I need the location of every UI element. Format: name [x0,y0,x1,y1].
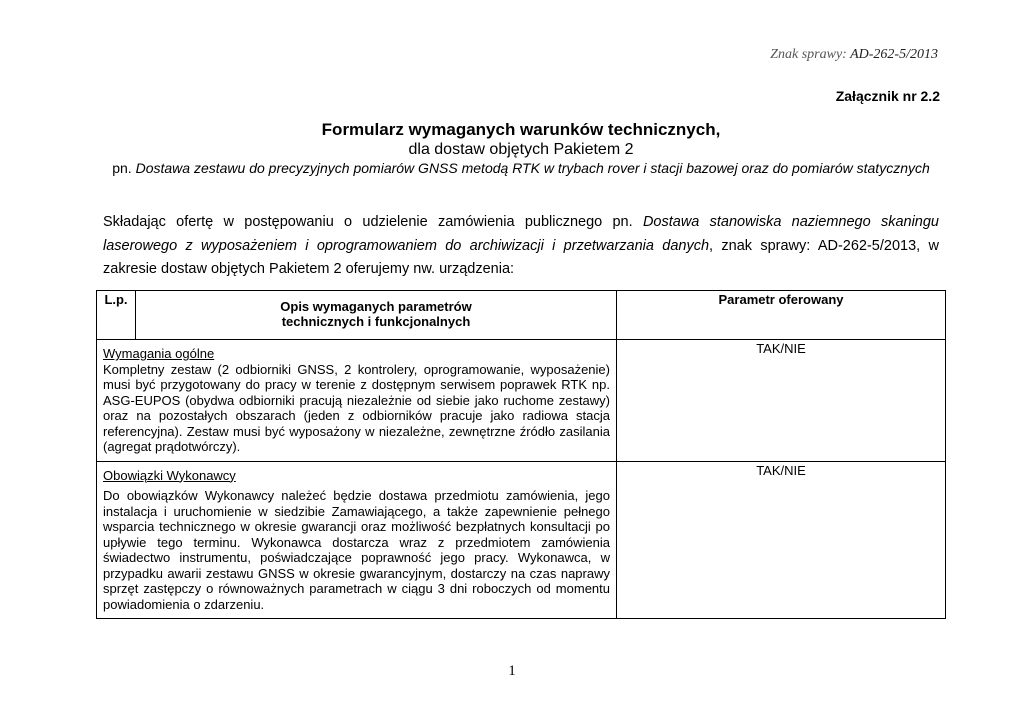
procurement-prefix: pn. [112,160,132,176]
requirement-text: Do obowiązków Wykonawcy należeć będzie dostawa przedmiotu zamówienia, jego instalacja i uruchomienie w siedzibie Zamawiającego, a także zapewnienie pełnego wsparcia technicznego w okresie gwarancji oraz możliwość bezpłatnych konsultacji po upływie tego terminu. Wykonawca dostarcza wraz z przedmiotem zamówienia świadectwo instrumentu, poświadczające poprawność jego pracy. Wykonawca, w przypadku awarii zestawu GNSS w okresie gwarancyjnym, dostarczy na czas naprawy sprzęt zastępczy o równoważnych parametrach w ciągu 3 dni roboczych od momentu powiadomienia o zdarzeniu. [103,488,610,612]
requirement-description [97,340,617,462]
procurement-title: Dostawa zestawu do precyzyjnych pomiarów GNSS metodą RTK w trybach rover i stacji bazowej oraz do pomiarów statycznych [135,160,930,176]
header-lp: L.p. [97,291,136,340]
page-number: 1 [508,663,516,679]
header-description [136,291,617,340]
intro-part1: Składając ofertę w postępowaniu o udzielenie zamówienia publicznego pn. [103,214,633,230]
requirements-table [96,290,946,619]
requirement-text: Kompletny zestaw (2 odbiorniki GNSS, 2 kontrolery, oprogramowanie, wyposażenie) musi być przygotowany do pracy w terenie z dostępnym serwisem poprawek RTK np. ASG-EUPOS (obydwa odbiorniki pracują niezależnie od siebie jako ruchome zestawy) oraz na pozostałych obszarach (jeden z odbiorników pracuje jako radiowa stacja referencyjna). Zestaw musi być wyposażony w niezależne, zewnętrzne źródło zasilania (agregat prądotwórczy). [103,361,610,454]
intro-paragraph [103,211,939,282]
header-description-line2: technicznych i funkcjonalnych [281,314,471,329]
table-row [97,340,946,462]
case-reference-value: AD-262-5/2013 [850,47,938,62]
case-reference-label: Znak sprawy: [770,47,847,62]
document-title: Formularz wymaganych warunków technicznych, [321,120,721,139]
title-block [96,120,946,177]
annex-number: Załącznik nr 2.2 [835,88,940,104]
intro-tender-title: Dostawa stanowiska naziemnego skaningu laserowego z wyposażeniem i oprogramowaniem do archiwizacji i przetwarzania danych [103,214,939,254]
procurement-name [96,160,946,177]
requirement-description [97,461,617,619]
intro-part2: , znak sprawy: AD-262-5/2013, w zakresie dostaw objętych Pakietem 2 oferujemy nw. urządzenia: [103,237,939,277]
header-description-line1: Opis wymaganych parametrów [280,299,472,314]
header-offered-parameter: Parametr oferowany [617,291,946,340]
document-subtitle: dla dostaw objętych Pakietem 2 [408,141,634,158]
offered-value: TAK/NIE [617,461,946,619]
table-header-row [97,291,946,340]
case-reference [770,47,938,63]
section-title: Wymagania ogólne [103,346,215,361]
offered-value: TAK/NIE [617,340,946,462]
section-title: Obowiązki Wykonawcy [103,467,236,483]
table-row [97,461,946,619]
